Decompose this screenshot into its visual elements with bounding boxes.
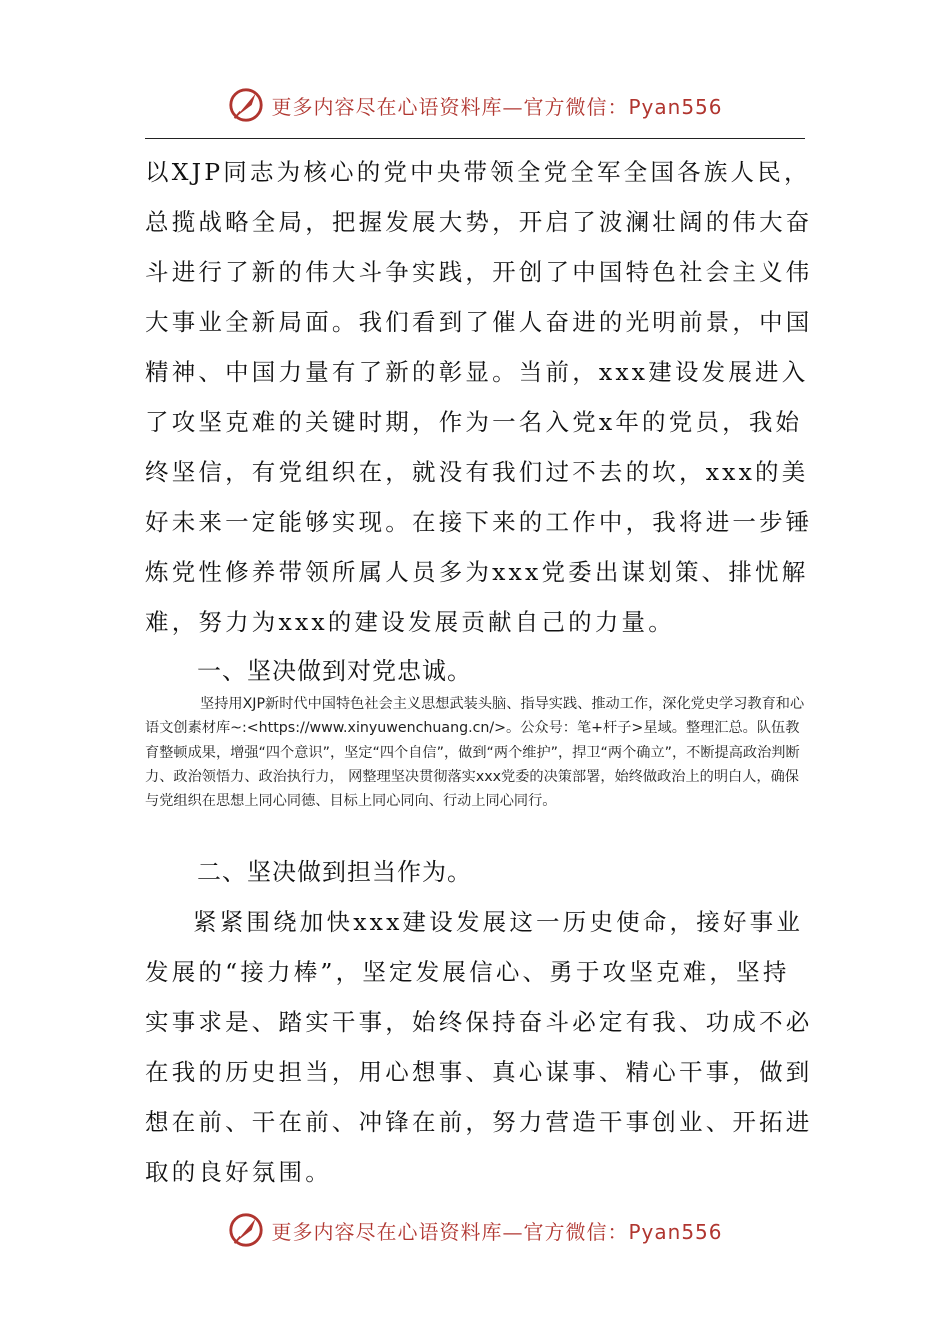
- header-banner: [0, 80, 950, 130]
- header-rule: [145, 138, 805, 139]
- wechat-id: Pyan556: [628, 94, 723, 119]
- body-paragraph-2: 坚持用XJP新时代中国特色社会主义思想武装头脑、指导实践、推动工作，深化党史学习教育和心语文创素材库~:<https://www.xinyuwenchuang.cn/>。公众号：笔+杆子>星域。整理汇总。队伍教育整顿成果，增强“四个意识”，坚定“四个自信”，做到“两个维护”，捍卫“两个确立”，不断提高政治判断力、政治领悟力、政治执行力， 网整理坚决贯彻落实xxx党委的决策部署，始终做政治上的明白人，确保与党组织在思想上同心同德、目标上同心同向、行动上同心同行。: [145, 696, 805, 810]
- quill-logo-icon: [227, 1211, 265, 1249]
- section-heading-2: 二、坚决做到担当作为。: [197, 858, 472, 886]
- body-paragraph-3: 紧紧围绕加快xxx建设发展这一历史使命，接好事业发展的“接力棒”，坚定发展信心、勇于攻坚克难，坚持实事求是、踏实干事，始终保持奋斗必定有我、功成不必在我的历史担当，用心想事、真心谋事、精心干事，做到想在前、干在前、冲锋在前，努力营造干事创业、开拓进取的良好氛围。: [145, 908, 813, 1186]
- footer-banner: [0, 1205, 950, 1255]
- header-banner-text: 更多内容尽在心语资料库—官方微信：Pyan556: [271, 94, 723, 119]
- wechat-id: Pyan556: [628, 1219, 723, 1244]
- footer-banner-text: 更多内容尽在心语资料库—官方微信：Pyan556: [271, 1219, 723, 1244]
- body-paragraph-1: 以XJP同志为核心的党中央带领全党全军全国各族人民，总揽战略全局，把握发展大势，开启了波澜壮阔的伟大奋斗进行了新的伟大斗争实践，开创了中国特色社会主义伟大事业全新局面。我们看到了催人奋进的光明前景，中国精神、中国力量有了新的彰显。当前，xxx建设发展进入了攻坚克难的关键时期，作为一名入党x年的党员，我始终坚信，有党组织在，就没有我们过不去的坎，xxx的美好未来一定能够实现。在接下来的工作中，我将进一步锤炼党性修养带领所属人员多为xxx党委出谋划策、排忧解难，努力为xxx的建设发展贡献自己的力量。: [145, 158, 813, 636]
- section-heading-1: 一、坚决做到对党忠诚。: [197, 657, 472, 685]
- quill-logo-icon: [227, 86, 265, 124]
